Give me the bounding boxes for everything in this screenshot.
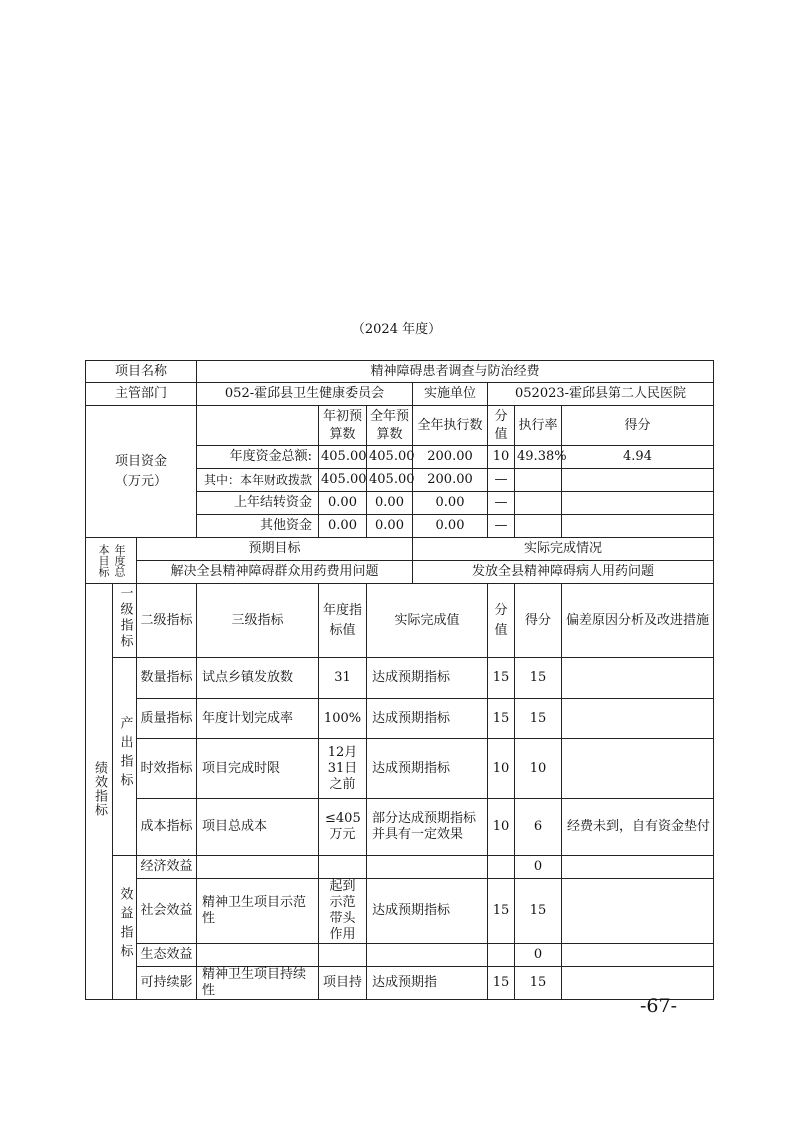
fund-rate (515, 515, 562, 538)
score: 6 (515, 799, 562, 856)
target: ≤405万元 (319, 799, 367, 856)
benefit-indicator-label (113, 856, 137, 1000)
score: 0 (515, 856, 562, 879)
benefit-indicator-text: 效益指标 (117, 887, 133, 963)
fund-name: 上年结转资金 (197, 492, 319, 515)
l2: 成本指标 (137, 799, 197, 856)
benefit-row (86, 944, 714, 967)
fund-initial: 405.00 (319, 469, 367, 492)
unit-label: 实施单位 (413, 383, 488, 406)
unit-value: 052023-霍邱县第二人民医院 (488, 383, 714, 406)
header-exec-rate: 执行率 (515, 406, 562, 446)
funds-header-blank (197, 406, 319, 446)
expected-goal: 解决全县精神障碍群众用药费用问题 (137, 561, 413, 584)
actual: 达成预期指标 (367, 879, 488, 944)
fund-full: 0.00 (367, 515, 413, 538)
benefit-row (86, 879, 714, 944)
header-level2: 二级指标 (137, 584, 197, 658)
actual: 达成预期指标 (367, 699, 488, 739)
actual: 达成预期指标 (367, 658, 488, 699)
target: 12月31日之前 (319, 739, 367, 799)
output-row (86, 699, 714, 739)
fund-full: 405.00 (367, 446, 413, 469)
header-initial-budget: 年初预算数 (319, 406, 367, 446)
performance-table (85, 360, 714, 1000)
dept-value: 052-霍邱县卫生健康委员会 (197, 383, 413, 406)
reason (562, 739, 714, 799)
output-row (86, 739, 714, 799)
fund-score-value: — (488, 515, 515, 538)
fund-score-value: 10 (488, 446, 515, 469)
dept-row (86, 383, 714, 406)
fund-full: 0.00 (367, 492, 413, 515)
score: 15 (515, 658, 562, 699)
fund-name: 其中：本年财政拨款 (197, 469, 319, 492)
score: 15 (515, 879, 562, 944)
reason: 经费未到，自有资金垫付 (562, 799, 714, 856)
sv: 15 (488, 879, 515, 944)
actual-completion: 发放全县精神障碍病人用药问题 (413, 561, 714, 584)
score: 15 (515, 967, 562, 1000)
fund-initial: 0.00 (319, 492, 367, 515)
score: 15 (515, 699, 562, 739)
target: 31 (319, 658, 367, 699)
header-level1-text: 一级指标 (117, 586, 133, 650)
header-executed: 全年执行数 (413, 406, 488, 446)
fund-name: 其他资金 (197, 515, 319, 538)
fund-score-value: — (488, 469, 515, 492)
header-score: 得分 (515, 584, 562, 658)
l3 (197, 856, 319, 879)
fund-full: 405.00 (367, 469, 413, 492)
actual (367, 856, 488, 879)
sv: 10 (488, 799, 515, 856)
l3: 项目总成本 (197, 799, 319, 856)
l3 (197, 944, 319, 967)
l3: 项目完成时限 (197, 739, 319, 799)
l2: 经济效益 (137, 856, 197, 879)
annual-goal-label (86, 538, 137, 584)
header-level3: 三级指标 (197, 584, 319, 658)
fund-rate: 49.38% (515, 446, 562, 469)
fund-score-value: — (488, 492, 515, 515)
project-name: 精神障碍患者调查与防治经费 (197, 361, 714, 383)
l3: 精神卫生项目持续性 (197, 967, 319, 1000)
actual: 达成预期指标 (367, 739, 488, 799)
fund-initial: 0.00 (319, 515, 367, 538)
l2: 数量指标 (137, 658, 197, 699)
reason (562, 856, 714, 879)
l2: 社会效益 (137, 879, 197, 944)
goals-content-row (86, 561, 714, 584)
fund-initial: 405.00 (319, 446, 367, 469)
fund-score (562, 492, 714, 515)
target: 起到示范带头作用 (319, 879, 367, 944)
actual-completion-header: 实际完成情况 (413, 538, 714, 561)
fund-rate (515, 492, 562, 515)
output-indicator-text: 产出指标 (117, 716, 133, 792)
fund-exec: 200.00 (413, 446, 488, 469)
fund-rate (515, 469, 562, 492)
fund-exec: 200.00 (413, 469, 488, 492)
target (319, 944, 367, 967)
funds-header-row (86, 406, 714, 446)
actual (367, 944, 488, 967)
score: 0 (515, 944, 562, 967)
actual: 达成预期指 (367, 967, 488, 1000)
score: 10 (515, 739, 562, 799)
sv: 10 (488, 739, 515, 799)
actual: 部分达成预期指标并具有一定效果 (367, 799, 488, 856)
performance-indicator-text: 绩效指标 (92, 761, 107, 817)
sv (488, 856, 515, 879)
header-actual: 实际完成值 (367, 584, 488, 658)
annual-goal-label-col1: 本目标 (97, 544, 110, 577)
fund-name: 年度资金总额: (197, 446, 319, 469)
target (319, 856, 367, 879)
sv: 15 (488, 658, 515, 699)
fund-score (562, 469, 714, 492)
fund-score (562, 515, 714, 538)
header-level1 (113, 584, 137, 658)
fund-exec: 0.00 (413, 515, 488, 538)
year-caption: （2024 年度） (351, 322, 442, 337)
indicator-header-row (86, 584, 714, 658)
reason (562, 658, 714, 699)
l2: 生态效益 (137, 944, 197, 967)
dept-label: 主管部门 (86, 383, 197, 406)
benefit-row (86, 967, 714, 1000)
reason (562, 944, 714, 967)
l2: 可持续影 (137, 967, 197, 1000)
fund-score: 4.94 (562, 446, 714, 469)
header-reason: 偏差原因分析及改进措施 (562, 584, 714, 658)
sv: 15 (488, 699, 515, 739)
expected-goal-header: 预期目标 (137, 538, 413, 561)
project-name-label: 项目名称 (86, 361, 197, 383)
target: 项目持 (319, 967, 367, 1000)
header-sv: 分值 (488, 584, 515, 658)
project-name-row (86, 361, 714, 383)
output-row (86, 658, 714, 699)
l3: 精神卫生项目示范性 (197, 879, 319, 944)
output-indicator-label (113, 658, 137, 856)
sv: 15 (488, 967, 515, 1000)
annual-goal-label-col2: 年度总 (113, 544, 126, 577)
target: 100% (319, 699, 367, 739)
l3: 年度计划完成率 (197, 699, 319, 739)
reason (562, 699, 714, 739)
header-full-budget: 全年预算数 (367, 406, 413, 446)
reason (562, 879, 714, 944)
header-target: 年度指标值 (319, 584, 367, 658)
fund-exec: 0.00 (413, 492, 488, 515)
header-score-value: 分值 (488, 406, 515, 446)
reason (562, 967, 714, 1000)
performance-indicator-label (86, 584, 113, 1000)
sv (488, 944, 515, 967)
goals-header-row (86, 538, 714, 561)
page-number: -67- (640, 995, 678, 1017)
header-score: 得分 (562, 406, 714, 446)
benefit-row (86, 856, 714, 879)
output-row (86, 799, 714, 856)
l3: 试点乡镇发放数 (197, 658, 319, 699)
l2: 时效指标 (137, 739, 197, 799)
funds-label: 项目资金 （万元） (86, 406, 197, 538)
l2: 质量指标 (137, 699, 197, 739)
